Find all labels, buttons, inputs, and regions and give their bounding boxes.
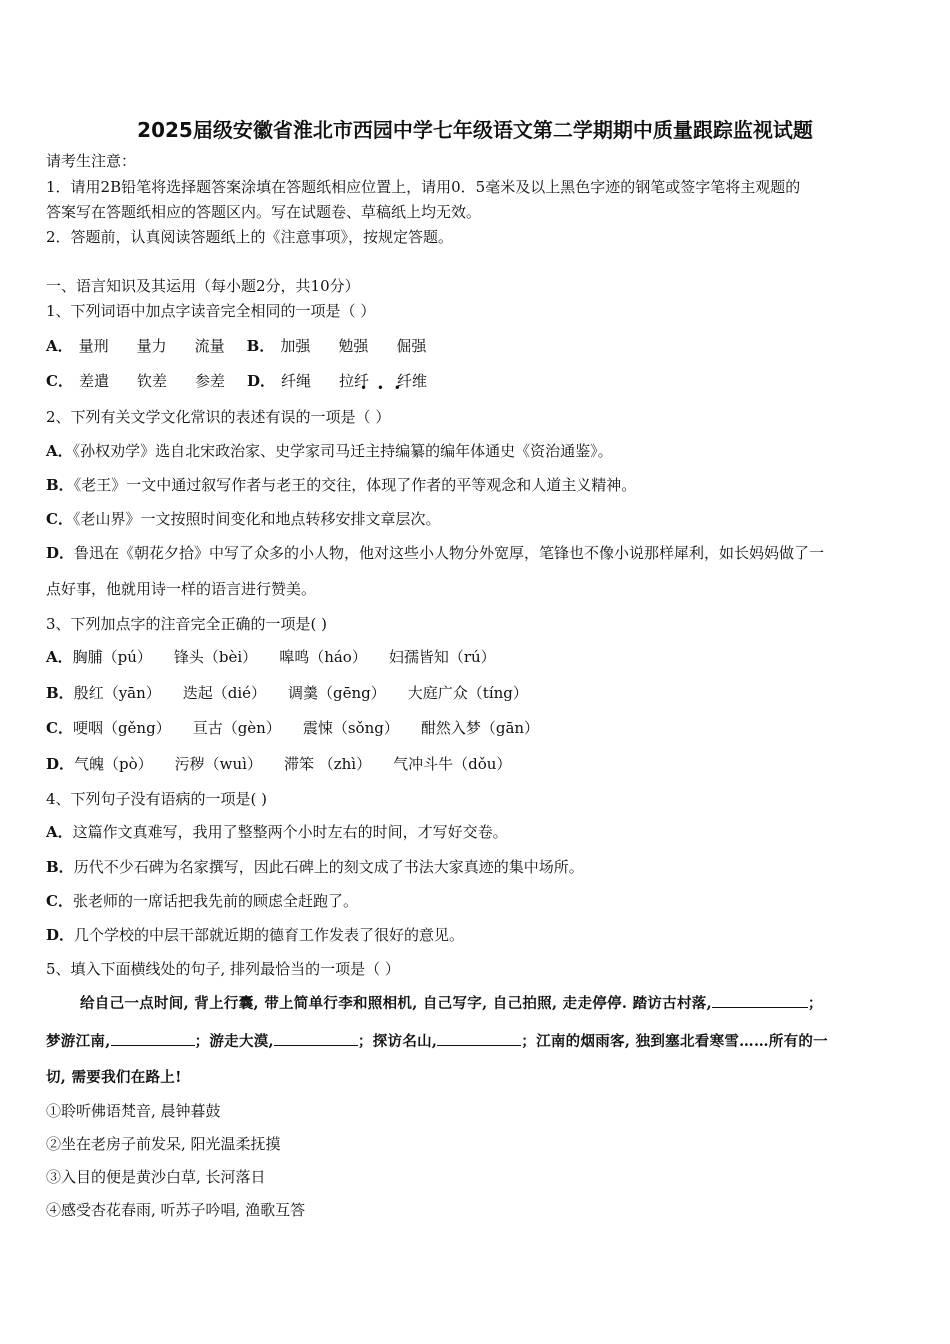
q3-option-b-key: B． <box>46 684 74 702</box>
q5-passage-line1: 给自己一点时间, 背上行囊, 带上简单行李和照相机, 自己写字, 自己拍照, 走走停停. 踏访古村落, ； <box>80 995 823 1012</box>
q5-item-2: ②坐在老房子前发呆, 阳光温柔抚摸 <box>46 1135 281 1153</box>
q5-item-1: ①聆听佛语梵音, 晨钟暮鼓 <box>46 1102 221 1120</box>
q3-b-item: 殷红（yān） <box>73 684 161 702</box>
q4-option-a-text: 这篇作文真难写，我用了整整两个小时左右的时间，才写好交卷。 <box>72 823 508 841</box>
q5-passage-line2 <box>46 1031 828 1052</box>
q4-option-b-key: B． <box>46 858 74 876</box>
q3-option-a-key: A． <box>46 648 73 666</box>
q1-b-word: 加强 <box>280 337 311 355</box>
q3-a-item: 胸脯（pú） <box>72 648 152 666</box>
q2-option-b <box>46 475 636 495</box>
fill-blank-1 <box>712 993 808 1008</box>
q2-option-c <box>46 509 440 529</box>
q3-d-item: 污秽（wuì） <box>174 755 262 773</box>
q3-a-item: 锋头（bèi） <box>173 648 258 666</box>
q2-option-d-text: 鲁迅在《朝花夕拾》中写了众多的小人物，他对这些小人物分外宽厚，笔锋也不像小说那样犀利，如长妈妈做了一 <box>74 544 825 562</box>
q3-option-c <box>46 718 561 738</box>
q3-c-item: 亘古（gèn） <box>192 719 281 737</box>
q4-option-a <box>46 822 508 842</box>
q3-d-item: 滞笨 （zhì） <box>283 755 372 773</box>
q4-option-b-text: 历代不少石碑为名家撰写，因此石碑上的刻文成了书法大家真迹的集中场所。 <box>73 858 584 876</box>
q1-a-word: 量力 <box>136 337 167 355</box>
q5-p2b: ；游走大漠, <box>194 1033 274 1050</box>
q2-stem: 2、下列有关文学文化常识的表述有误的一项是（ ） <box>46 408 391 426</box>
q5-p2c: ；探访名山, <box>357 1033 438 1050</box>
q3-a-item: 妇孺皆知（rú） <box>388 648 496 666</box>
q1-c-word: 差遣 <box>78 372 109 390</box>
q4-option-d <box>46 925 464 945</box>
q3-a-item: 嗥鸣（háo） <box>279 648 367 666</box>
q1-c-word: 参差 <box>194 372 225 390</box>
q1-option-c-key: C． <box>46 372 73 390</box>
q1-option-d-key: D． <box>246 372 275 390</box>
q5-p2d: ；江南的烟雨客, 独到塞北看寒雪……所有的一 <box>521 1033 828 1050</box>
q4-option-d-text: 几个学校的中层干部就近期的德育工作发表了很好的意见。 <box>74 926 465 944</box>
q1-d-word: 纤维 <box>396 372 427 390</box>
q2-option-a <box>46 441 613 461</box>
q3-option-b <box>46 683 550 703</box>
q2-option-d <box>46 543 824 563</box>
q3-d-item: 气魄（pò） <box>74 755 153 773</box>
notice-item-1b: 答案写在答题纸相应的答题区内。写在试题卷、草稿纸上均无效。 <box>46 203 482 221</box>
q2-option-a-text: 《孙权劝学》选自北宋政治家、史学家司马迁主持编纂的编年体通史《资治通鉴》。 <box>72 442 613 460</box>
notice-item-1a: 1．请用2B铅笔将选择题答案涂填在答题纸相应位置上，请用0．5毫米及以上黑色字迹的钢笔或签字笔将主观题的 <box>46 178 801 196</box>
q1-option-b-key: B． <box>246 337 275 355</box>
q3-option-a <box>46 647 518 667</box>
q4-option-c-text: 张老师的一席话把我先前的顾虑全赶跑了。 <box>72 892 358 910</box>
fill-blank-3 <box>274 1031 358 1046</box>
q3-b-item: 迭起（dié） <box>182 684 267 702</box>
q3-b-item: 调羹（gēng） <box>288 684 386 702</box>
q2-option-d-cont: 点好事，他就用诗一样的语言进行赞美。 <box>46 580 317 598</box>
q4-option-c <box>46 891 358 911</box>
exam-title: 2025届级安徽省淮北市西园中学七年级语文第二学期期中质量跟踪监视试题 <box>137 118 813 142</box>
q4-stem: 4、下列句子没有语病的一项是( ) <box>46 790 268 808</box>
notice-heading: 请考生注意： <box>46 152 137 170</box>
q2-option-c-key: C． <box>46 510 73 528</box>
q1-a-word: 流量 <box>194 337 225 355</box>
notice-item-2: 2．答题前，认真阅读答题纸上的《注意事项》，按规定答题。 <box>46 228 454 246</box>
q3-c-item: 酣然入梦（gān） <box>420 719 540 737</box>
q3-d-item: 气冲斗牛（dǒu） <box>393 755 512 773</box>
q3-c-item: 哽咽（gěng） <box>72 719 171 737</box>
q4-option-c-key: C． <box>46 892 73 910</box>
q1-stem: 1、下列词语中加点字读音完全相同的一项是（ ） <box>46 302 376 320</box>
q3-option-c-key: C． <box>46 719 73 737</box>
section-heading: 一、语言知识及其运用（每小题2分，共10分） <box>46 277 360 295</box>
q1-a-word: 量刑 <box>78 337 109 355</box>
q5-stem: 5、填入下面横线处的句子, 排列最恰当的一项是（ ） <box>46 960 400 978</box>
q3-b-item: 大庭广众（tíng） <box>407 684 528 702</box>
q4-option-b <box>46 857 584 877</box>
emphasis-dots: • • • <box>360 381 404 395</box>
fill-blank-2 <box>111 1031 195 1046</box>
q3-stem: 3、下列加点字的注音完全正确的一项是( ) <box>46 615 328 633</box>
q1-d-word: 拉纤 <box>338 372 369 390</box>
q5-item-3: ③入目的便是黄沙白草, 长河落日 <box>46 1168 266 1186</box>
q1-d-word: 纤绳 <box>280 372 311 390</box>
q5-item-4: ④感受杏花春雨, 听苏子吟唱, 渔歌互答 <box>46 1201 306 1219</box>
q3-option-d <box>46 754 533 774</box>
q2-option-d-key: D． <box>46 544 75 562</box>
q5-passage-line3: 切, 需要我们在路上! <box>46 1069 182 1086</box>
q5-p2a: 梦游江南, <box>46 1033 111 1050</box>
q2-option-c-text: 《老山界》一文按照时间变化和地点转移安排文章层次。 <box>72 510 441 528</box>
fill-blank-4 <box>437 1031 521 1046</box>
q1-b-word: 倔强 <box>396 337 427 355</box>
q1-option-a-key: A． <box>46 337 73 355</box>
q3-option-d-key: D． <box>46 755 75 773</box>
q1-b-word: 勉强 <box>338 337 369 355</box>
q2-option-a-key: A． <box>46 442 73 460</box>
q4-option-d-key: D． <box>46 926 75 944</box>
q2-option-b-key: B． <box>46 476 74 494</box>
q5-p1: 给自己一点时间, 背上行囊, 带上简单行李和照相机, 自己写字, 自己拍照, 走走停停. 踏访古村落, <box>80 995 712 1012</box>
q1-options-row1 <box>46 336 426 356</box>
q1-c-word: 钦差 <box>136 372 167 390</box>
q4-option-a-key: A． <box>46 823 73 841</box>
q2-option-b-text: 《老王》一文中通过叙写作者与老王的交往，体现了作者的平等观念和人道主义精神。 <box>73 476 637 494</box>
q3-c-item: 震悚（sǒng） <box>302 719 399 737</box>
